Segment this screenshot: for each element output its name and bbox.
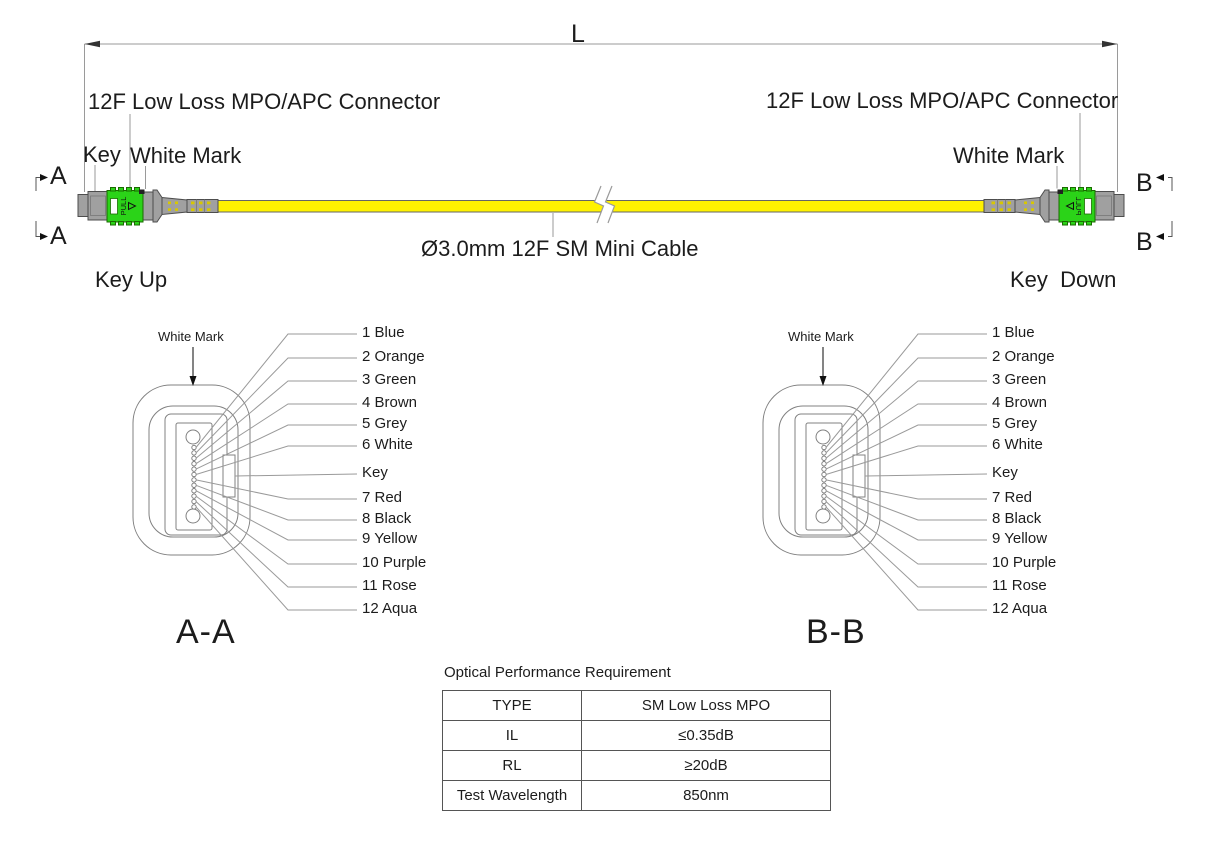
section-caption-bb: B-B [806, 613, 866, 651]
white-mark-callout-right: White Mark [953, 143, 1065, 168]
dim-arrow-left-icon [85, 41, 101, 47]
cable-spec-label: Ø3.0mm 12F SM Mini Cable [421, 236, 699, 261]
fiber-label: 7 Red [362, 489, 403, 506]
section-b-top-arrow-icon [1156, 174, 1164, 181]
table-cell: SM Low Loss MPO [582, 691, 831, 721]
table-title: Optical Performance Requirement [444, 664, 671, 681]
table-cell: RL [443, 751, 582, 781]
fiber-label: 12 Aqua [362, 600, 418, 617]
fiber-label: 9 Yellow [992, 530, 1048, 547]
fiber-label: 5 Grey [362, 415, 408, 432]
table-cell: ≤0.35dB [582, 721, 831, 751]
fiber-label: 6 White [362, 436, 413, 453]
dimension-line-L [85, 44, 1118, 192]
optical-performance-table [442, 690, 831, 811]
fiber-label: 4 Brown [362, 394, 418, 411]
left-mpo-connector [78, 188, 218, 226]
fiber-label: 1 Blue [362, 324, 405, 341]
key-callout: Key [83, 142, 121, 167]
fiber-label: 10 Purple [362, 554, 427, 571]
fiber-label: 7 Red [992, 489, 1033, 506]
fiber-label: 12 Aqua [992, 600, 1048, 617]
table-cell: 850nm [582, 781, 831, 811]
connector-label-left: 12F Low Loss MPO/APC Connector [88, 89, 441, 114]
face-view-a [133, 334, 357, 610]
table-row [443, 691, 831, 721]
fiber-label: 10 Purple [992, 554, 1057, 571]
table-row [443, 721, 831, 751]
leader-lines [95, 113, 1080, 237]
fiber-label: 9 Yellow [362, 530, 418, 547]
optical-performance-section [442, 664, 831, 811]
fiber-label: 4 Brown [992, 394, 1048, 411]
section-a-label-top: A [50, 162, 67, 190]
fiber-label: 2 Orange [992, 348, 1055, 365]
section-b-label-bottom: B [1136, 228, 1153, 256]
fiber-label: Key [362, 464, 388, 481]
table-cell: TYPE [443, 691, 582, 721]
right-mpo-connector [984, 188, 1124, 226]
table-cell: ≥20dB [582, 751, 831, 781]
section-a-label-bottom: A [50, 222, 67, 250]
section-b-label-top: B [1136, 169, 1153, 197]
section-a-top-arrow-icon [40, 174, 48, 181]
face-view-b [763, 334, 987, 610]
fiber-label: 3 Green [362, 371, 417, 388]
white-mark-callout-left: White Mark [130, 143, 242, 168]
table-cell: Test Wavelength [443, 781, 582, 811]
table-row [443, 751, 831, 781]
section-b-bottom-arrow-icon [1156, 233, 1164, 240]
fiber-label: 8 Black [362, 510, 412, 527]
fiber-label: 11 Rose [992, 577, 1047, 594]
fiber-label: 1 Blue [992, 324, 1035, 341]
fiber-label: 11 Rose [362, 577, 417, 594]
dim-arrow-right-icon [1102, 41, 1118, 47]
fiber-label: 6 White [992, 436, 1043, 453]
white-mark-label-face-b: White Mark [788, 329, 854, 344]
fiber-label: 2 Orange [362, 348, 425, 365]
table-cell: IL [443, 721, 582, 751]
dimension-label: L [571, 20, 585, 48]
section-caption-aa: A-A [176, 613, 236, 651]
fiber-label: Key [992, 464, 1018, 481]
connector-label-right: 12F Low Loss MPO/APC Connector [766, 88, 1119, 113]
fiber-label: 8 Black [992, 510, 1042, 527]
fiber-label: 5 Grey [992, 415, 1038, 432]
white-mark-label-face-a: White Mark [158, 329, 224, 344]
key-down-label: Key Down [1010, 267, 1117, 292]
section-a-bottom-arrow-icon [40, 233, 48, 240]
fiber-label: 3 Green [992, 371, 1047, 388]
table-row [443, 781, 831, 811]
key-up-label: Key Up [95, 267, 168, 292]
